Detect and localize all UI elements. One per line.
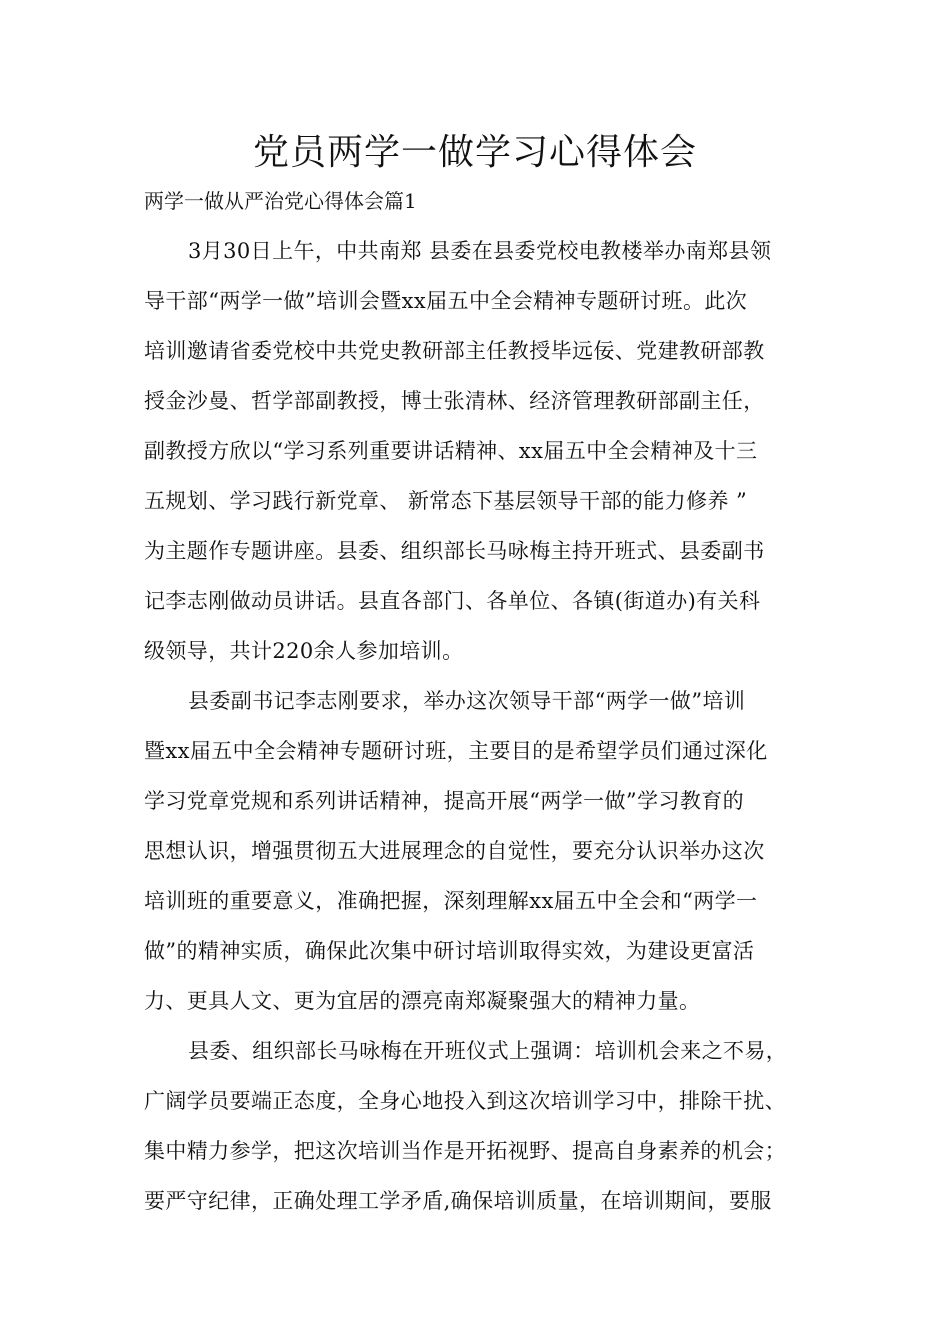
text-line: 五规划、学习践行新党章、 新常态下基层领导干部的能力修养 ” <box>144 489 748 513</box>
text-line: 广阔学员要端正态度，全身心地投入到这次培训学习中，排除干扰、 <box>144 1089 786 1113</box>
text-line: 思想认识，增强贯彻五大进展理念的自觉性，要充分认识举办这次 <box>144 839 765 863</box>
text-line: 记李志刚做动员讲话。县直各部门、各单位、各镇(街道办)有关科 <box>144 589 761 613</box>
text-line: 暨xx届五中全会精神专题研讨班，主要目的是希望学员们通过深化 <box>144 739 768 763</box>
text-line: 培训班的重要意义，准确把握，深刻理解xx届五中全会和“两学一 <box>144 889 758 913</box>
text-line: 集中精力参学，把这次培训当作是开拓视野、提高自身素养的机会； <box>144 1139 786 1163</box>
text-line: 为主题作专题讲座。县委、组织部长马咏梅主持开班式、县委副书 <box>144 539 765 563</box>
text-line: 授金沙曼、哲学部副教授，博士张清林、经济管理教研部副主任， <box>144 389 765 413</box>
text-line: 县委副书记李志刚要求，举办这次领导干部“两学一做”培训 <box>188 689 746 713</box>
text-line: 3月30日上午，中共南郑 县委在县委党校电教楼举办南郑县领 <box>188 239 772 263</box>
text-line: 力、更具人文、更为宜居的漂亮南郑凝聚强大的精神力量。 <box>144 989 701 1013</box>
text-line: 要严守纪律，正确处理工学矛盾,确保培训质量，在培训期间，要服 <box>144 1189 772 1213</box>
text-line: 培训邀请省委党校中共党史教研部主任教授毕远佞、党建教研部教 <box>144 339 765 363</box>
text-line: 级领导，共计220余人参加培训。 <box>144 639 464 663</box>
text-line: 副教授方欣以“学习系列重要讲话精神、xx届五中全会精神及十三 <box>144 439 758 463</box>
text-line: 县委、组织部长马咏梅在开班仪式上强调：培训机会来之不易， <box>188 1039 788 1063</box>
text-line: 做”的精神实质，确保此次集中研讨培训取得实效，为建设更富活 <box>144 939 755 963</box>
text-line: 导干部“两学一做”培训会暨xx届五中全会精神专题研讨班。此次 <box>144 289 748 313</box>
document-subtitle: 两学一做从严治党心得体会篇1 <box>144 189 417 213</box>
document-title: 党员两学一做学习心得体会 <box>252 132 697 173</box>
text-line: 学习党章党规和系列讲话精神，提高开展“两学一做”学习教育的 <box>144 789 745 813</box>
